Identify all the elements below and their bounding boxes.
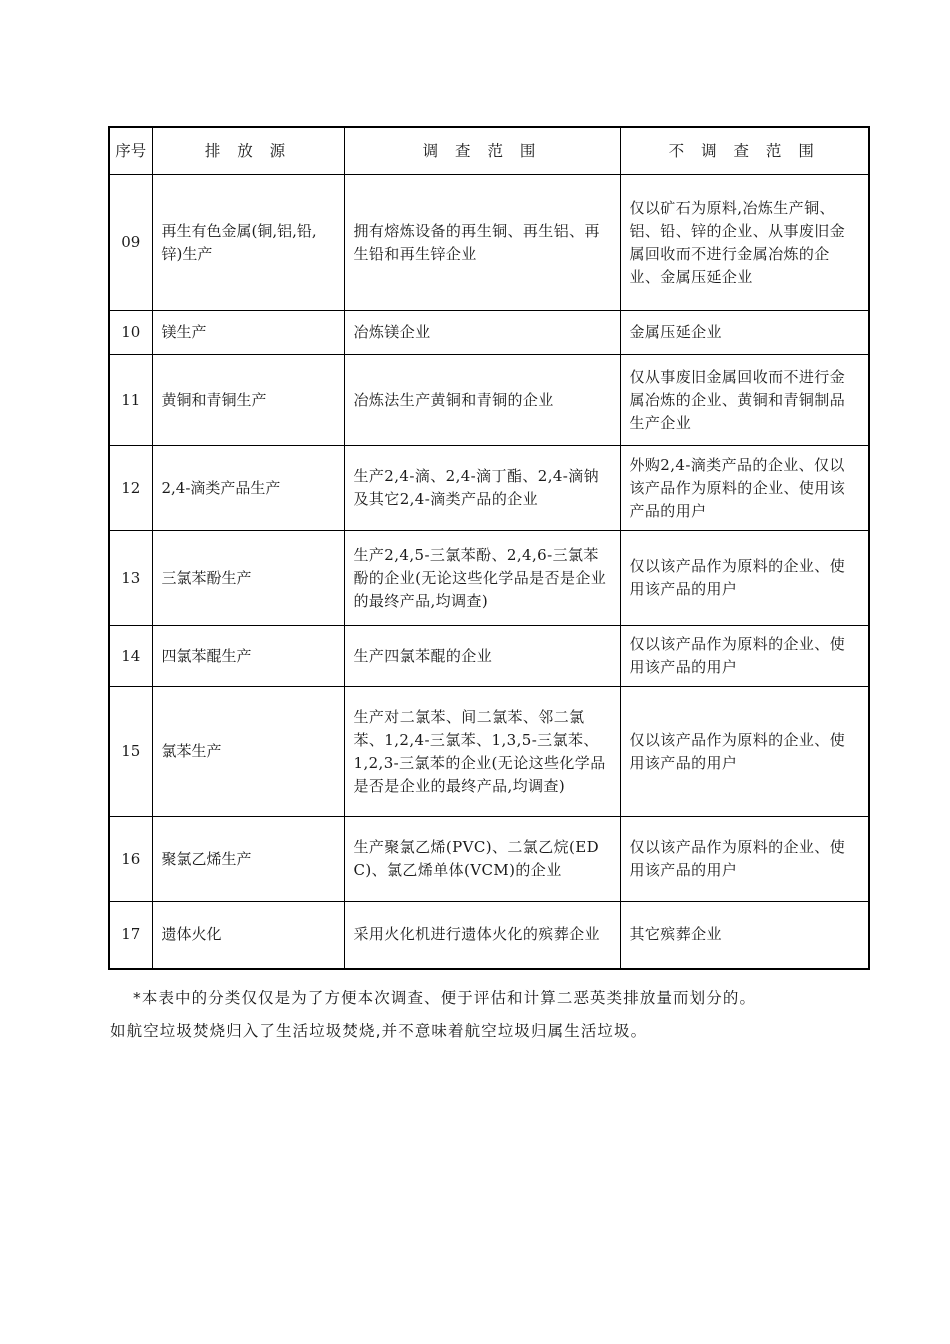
table-row [109,175,869,311]
row-scope: 冶炼法生产黄铜和青铜的企业 [344,355,620,446]
row-source: 再生有色金属(铜,铝,铅,锌)生产 [152,175,344,311]
row-scope: 生产聚氯乙烯(PVC)、二氯乙烷(EDC)、氯乙烯单体(VCM)的企业 [344,817,620,902]
header-excluded-scope: 不 调 查 范 围 [620,127,869,175]
row-number: 13 [109,531,152,626]
row-scope: 生产四氯苯醌的企业 [344,626,620,687]
row-excluded: 外购2,4-滴类产品的企业、仅以该产品作为原料的企业、使用该产品的用户 [620,446,869,531]
row-scope: 生产2,4,5-三氯苯酚、2,4,6-三氯苯酚的企业(无论这些化学品是否是企业的最终产品,均调查) [344,531,620,626]
row-number: 12 [109,446,152,531]
row-source: 聚氯乙烯生产 [152,817,344,902]
row-scope: 冶炼镁企业 [344,311,620,355]
table-row [109,687,869,817]
row-excluded: 仅以该产品作为原料的企业、使用该产品的用户 [620,626,869,687]
row-number: 09 [109,175,152,311]
header-emission-source: 排 放 源 [152,127,344,175]
row-source: 三氯苯酚生产 [152,531,344,626]
row-number: 14 [109,626,152,687]
table-header [109,127,869,175]
row-source: 四氯苯醌生产 [152,626,344,687]
row-number: 15 [109,687,152,817]
table-row [109,817,869,902]
row-scope: 采用火化机进行遗体火化的殡葬企业 [344,902,620,969]
table-row [109,446,869,531]
survey-scope-table [108,126,870,970]
row-source: 镁生产 [152,311,344,355]
row-number: 10 [109,311,152,355]
row-scope: 生产对二氯苯、间二氯苯、邻二氯苯、1,2,4-三氯苯、1,3,5-三氯苯、1,2,3-三氯苯的企业(无论这些化学品是否是企业的最终产品,均调查) [344,687,620,817]
row-source: 2,4-滴类产品生产 [152,446,344,531]
header-number: 序号 [109,127,152,175]
table-row [109,311,869,355]
table-row [109,531,869,626]
row-excluded: 仅以该产品作为原料的企业、使用该产品的用户 [620,687,869,817]
header-row [109,127,869,175]
row-excluded: 仅以该产品作为原料的企业、使用该产品的用户 [620,531,869,626]
table-row [109,902,869,969]
row-number: 11 [109,355,152,446]
row-scope: 生产2,4-滴、2,4-滴丁酯、2,4-滴钠及其它2,4-滴类产品的企业 [344,446,620,531]
row-source: 黄铜和青铜生产 [152,355,344,446]
footnote-line-2: 如航空垃圾焚烧归入了生活垃圾焚烧,并不意味着航空垃圾归属生活垃圾。 [110,1022,648,1040]
row-excluded: 仅以该产品作为原料的企业、使用该产品的用户 [620,817,869,902]
table-row [109,355,869,446]
table-body [109,175,869,969]
table-row [109,626,869,687]
row-excluded: 仅以矿石为原料,冶炼生产铜、铝、铅、锌的企业、从事废旧金属回收而不进行金属冶炼的企业、金属压延企业 [620,175,869,311]
header-survey-scope: 调 查 范 围 [344,127,620,175]
row-excluded: 其它殡葬企业 [620,902,869,969]
row-number: 17 [109,902,152,969]
row-excluded: 仅从事废旧金属回收而不进行金属冶炼的企业、黄铜和青铜制品生产企业 [620,355,869,446]
row-source: 氯苯生产 [152,687,344,817]
row-excluded: 金属压延企业 [620,311,869,355]
footnote-line-1: *本表中的分类仅仅是为了方便本次调查、便于评估和计算二恶英类排放量而划分的。 [133,989,757,1007]
row-source: 遗体火化 [152,902,344,969]
row-scope: 拥有熔炼设备的再生铜、再生铝、再生铅和再生锌企业 [344,175,620,311]
row-number: 16 [109,817,152,902]
